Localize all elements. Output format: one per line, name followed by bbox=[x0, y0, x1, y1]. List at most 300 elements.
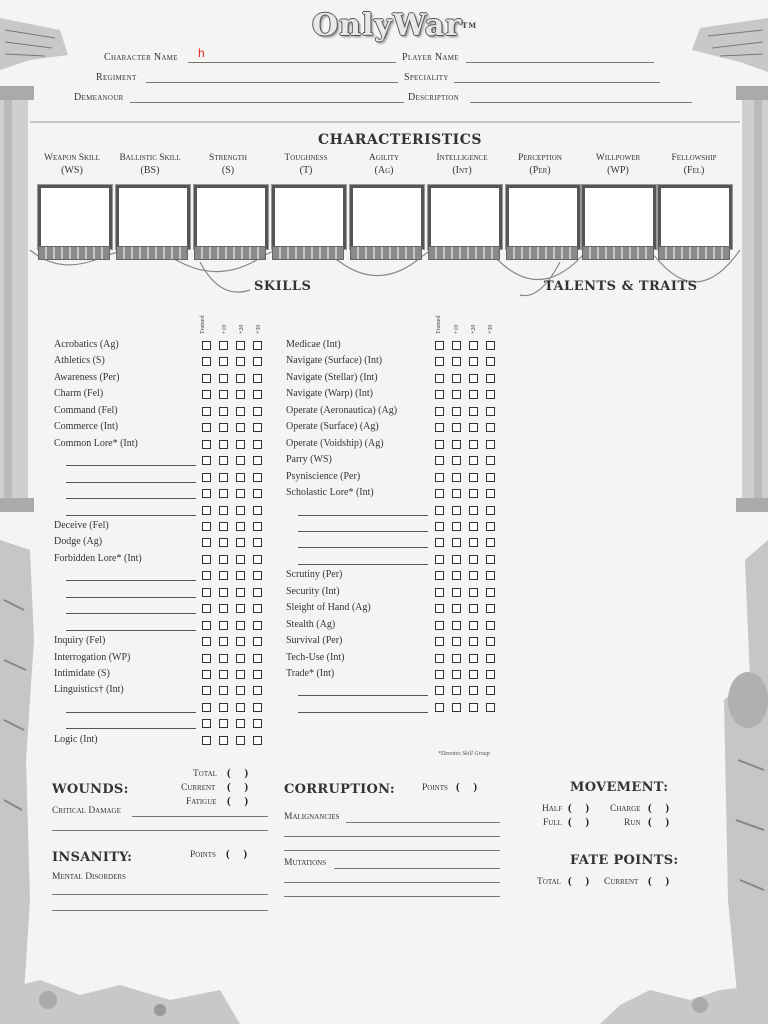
skill-advance-checkbox[interactable] bbox=[253, 637, 262, 646]
skill-specialisation-field[interactable] bbox=[66, 580, 196, 581]
skill-advance-checkbox[interactable] bbox=[469, 571, 478, 580]
skill-advance-checkbox[interactable] bbox=[253, 440, 262, 449]
skill-advance-checkbox[interactable] bbox=[253, 423, 262, 432]
skill-advance-checkbox[interactable] bbox=[202, 604, 211, 613]
skill-advance-checkbox[interactable] bbox=[219, 440, 228, 449]
skill-advance-checkbox[interactable] bbox=[452, 670, 461, 679]
skill-advance-checkbox[interactable] bbox=[202, 637, 211, 646]
skill-advance-checkbox[interactable] bbox=[202, 621, 211, 630]
skill-advance-checkbox[interactable] bbox=[219, 588, 228, 597]
skill-advance-checkbox[interactable] bbox=[435, 637, 444, 646]
skill-advance-checkbox[interactable] bbox=[253, 506, 262, 515]
skill-advance-checkbox[interactable] bbox=[469, 374, 478, 383]
skill-label: Medicae (Int) bbox=[286, 339, 341, 350]
skill-advance-checkbox[interactable] bbox=[253, 357, 262, 366]
skill-advance-checkbox[interactable] bbox=[253, 588, 262, 597]
characteristic-abbr: (WP) bbox=[607, 165, 629, 176]
skill-advance-checkbox[interactable] bbox=[469, 522, 478, 531]
skill-advance-checkbox[interactable] bbox=[452, 588, 461, 597]
demeanour-field[interactable] bbox=[130, 102, 404, 103]
skill-advance-checkbox[interactable] bbox=[486, 341, 495, 350]
characteristic-fel bbox=[656, 152, 732, 178]
skill-advance-checkbox[interactable] bbox=[202, 456, 211, 465]
characteristic-abbr: (Ag) bbox=[374, 165, 394, 176]
skill-advance-checkbox[interactable] bbox=[219, 637, 228, 646]
skill-advance-checkbox[interactable] bbox=[253, 390, 262, 399]
skill-advance-checkbox[interactable] bbox=[452, 357, 461, 366]
skill-advance-checkbox[interactable] bbox=[452, 456, 461, 465]
plinth-decoration bbox=[272, 246, 344, 260]
skill-advance-checkbox[interactable] bbox=[469, 588, 478, 597]
malignancies-field[interactable] bbox=[346, 822, 500, 823]
skill-advance-checkbox[interactable] bbox=[219, 654, 228, 663]
skill-advance-checkbox[interactable] bbox=[486, 506, 495, 515]
skill-advance-checkbox[interactable] bbox=[253, 538, 262, 547]
skill-advance-checkbox[interactable] bbox=[253, 456, 262, 465]
skill-advance-checkbox[interactable] bbox=[219, 736, 228, 745]
int-value-box[interactable] bbox=[428, 185, 502, 249]
skill-advance-checkbox[interactable] bbox=[486, 604, 495, 613]
skill-advance-checkbox[interactable] bbox=[219, 390, 228, 399]
skill-advance-checkbox[interactable] bbox=[469, 703, 478, 712]
skill-advance-checkbox[interactable] bbox=[219, 473, 228, 482]
skill-advance-checkbox[interactable] bbox=[469, 489, 478, 498]
skill-advance-checkbox[interactable] bbox=[236, 423, 245, 432]
skill-advance-checkbox[interactable] bbox=[452, 604, 461, 613]
plus20-header: +20 bbox=[239, 324, 245, 334]
skill-advance-checkbox[interactable] bbox=[452, 506, 461, 515]
skill-advance-checkbox[interactable] bbox=[486, 621, 495, 630]
skill-advance-checkbox[interactable] bbox=[219, 522, 228, 531]
skill-advance-checkbox[interactable] bbox=[435, 538, 444, 547]
skill-advance-checkbox[interactable] bbox=[202, 357, 211, 366]
skill-advance-checkbox[interactable] bbox=[236, 489, 245, 498]
skill-label: Common Lore* (Int) bbox=[54, 437, 138, 449]
skill-advance-checkbox[interactable] bbox=[452, 423, 461, 432]
skill-advance-checkbox[interactable] bbox=[469, 637, 478, 646]
skill-advance-checkbox[interactable] bbox=[469, 456, 478, 465]
skill-advance-checkbox[interactable] bbox=[486, 489, 495, 498]
skill-advance-checkbox[interactable] bbox=[452, 489, 461, 498]
skill-advance-checkbox[interactable] bbox=[452, 390, 461, 399]
character-name-field[interactable] bbox=[188, 62, 396, 63]
skill-label: Psyniscience (Per) bbox=[286, 470, 361, 482]
half-move-field[interactable]: ( ) bbox=[568, 802, 590, 814]
skill-advance-checkbox[interactable] bbox=[236, 719, 245, 728]
fate-current-field[interactable]: ( ) bbox=[648, 875, 670, 887]
skill-advance-checkbox[interactable] bbox=[236, 473, 245, 482]
skill-advance-checkbox[interactable] bbox=[486, 703, 495, 712]
skill-advance-checkbox[interactable] bbox=[486, 407, 495, 416]
skill-advance-checkbox[interactable] bbox=[253, 621, 262, 630]
skill-advance-checkbox[interactable] bbox=[202, 522, 211, 531]
skill-label: Trade* (Int) bbox=[286, 668, 335, 679]
s-value-box[interactable] bbox=[194, 185, 268, 249]
skill-advance-checkbox[interactable] bbox=[452, 686, 461, 695]
plinth-decoration bbox=[38, 246, 110, 260]
skill-label: Stealth (Ag) bbox=[286, 618, 336, 630]
skill-specialisation-field[interactable] bbox=[298, 695, 428, 696]
skill-advance-checkbox[interactable] bbox=[253, 686, 262, 695]
full-move-field[interactable]: ( ) bbox=[568, 816, 590, 828]
speciality-field[interactable] bbox=[454, 82, 660, 83]
skill-advance-checkbox[interactable] bbox=[202, 555, 211, 564]
skill-advance-checkbox[interactable] bbox=[452, 374, 461, 383]
ag-value-box[interactable] bbox=[350, 185, 424, 249]
corruption-points-field[interactable]: ( ) bbox=[456, 781, 478, 793]
skill-advance-checkbox[interactable] bbox=[435, 506, 444, 515]
skill-advance-checkbox[interactable] bbox=[469, 341, 478, 350]
skill-advance-checkbox[interactable] bbox=[202, 506, 211, 515]
skill-advance-checkbox[interactable] bbox=[452, 341, 461, 350]
skill-advance-checkbox[interactable] bbox=[202, 440, 211, 449]
skill-advance-checkbox[interactable] bbox=[253, 407, 262, 416]
skill-advance-checkbox[interactable] bbox=[236, 374, 245, 383]
wounds-total-label: Total bbox=[193, 769, 217, 779]
skill-advance-checkbox[interactable] bbox=[219, 506, 228, 515]
skill-advance-checkbox[interactable] bbox=[236, 357, 245, 366]
skill-advance-checkbox[interactable] bbox=[202, 407, 211, 416]
skill-advance-checkbox[interactable] bbox=[236, 390, 245, 399]
skill-advance-checkbox[interactable] bbox=[253, 703, 262, 712]
skill-advance-checkbox[interactable] bbox=[469, 686, 478, 695]
plus10-header: +10 bbox=[222, 324, 228, 334]
skill-label: Parry (WS) bbox=[286, 454, 332, 466]
skill-specialisation-field[interactable] bbox=[66, 597, 196, 598]
malignancies-field-2[interactable] bbox=[284, 836, 500, 837]
insanity-points-label: Points bbox=[190, 850, 216, 860]
skill-advance-checkbox[interactable] bbox=[486, 555, 495, 564]
wounds-fatigue-field[interactable]: ( ) bbox=[227, 795, 249, 807]
skill-advance-checkbox[interactable] bbox=[469, 670, 478, 679]
skill-advance-checkbox[interactable] bbox=[452, 522, 461, 531]
skill-advance-checkbox[interactable] bbox=[219, 604, 228, 613]
skill-advance-checkbox[interactable] bbox=[469, 506, 478, 515]
skill-specialisation-field[interactable] bbox=[298, 531, 428, 532]
critical-damage-field-2[interactable] bbox=[52, 830, 268, 831]
skill-advance-checkbox[interactable] bbox=[435, 407, 444, 416]
wounds-total-field[interactable]: ( ) bbox=[227, 767, 249, 779]
only-war-logo bbox=[312, 6, 478, 46]
skill-advance-checkbox[interactable] bbox=[236, 588, 245, 597]
plinth-decoration bbox=[506, 246, 578, 260]
skill-advance-checkbox[interactable] bbox=[435, 440, 444, 449]
skill-advance-checkbox[interactable] bbox=[236, 341, 245, 350]
skill-specialisation-field[interactable] bbox=[66, 630, 196, 631]
skill-label: Inquiry (Fel) bbox=[54, 635, 106, 647]
skill-advance-checkbox[interactable] bbox=[253, 736, 262, 745]
skill-advance-checkbox[interactable] bbox=[435, 571, 444, 580]
skill-advance-checkbox[interactable] bbox=[435, 489, 444, 498]
characteristic-ws bbox=[34, 152, 110, 178]
skill-advance-checkbox[interactable] bbox=[202, 686, 211, 695]
skill-advance-checkbox[interactable] bbox=[236, 571, 245, 580]
skill-advance-checkbox[interactable] bbox=[253, 522, 262, 531]
skill-advance-checkbox[interactable] bbox=[219, 357, 228, 366]
skill-specialisation-field[interactable] bbox=[298, 564, 428, 565]
fel-value-box[interactable] bbox=[658, 185, 732, 249]
trademark: TM bbox=[462, 21, 478, 30]
skill-advance-checkbox[interactable] bbox=[469, 555, 478, 564]
skill-advance-checkbox[interactable] bbox=[452, 407, 461, 416]
skill-advance-checkbox[interactable] bbox=[236, 637, 245, 646]
skill-advance-checkbox[interactable] bbox=[202, 588, 211, 597]
skill-advance-checkbox[interactable] bbox=[435, 703, 444, 712]
skill-advance-checkbox[interactable] bbox=[253, 555, 262, 564]
skill-advance-checkbox[interactable] bbox=[486, 670, 495, 679]
ws-value-box[interactable] bbox=[38, 185, 112, 249]
skill-specialisation-field[interactable] bbox=[66, 465, 196, 466]
skill-advance-checkbox[interactable] bbox=[202, 670, 211, 679]
skill-advance-checkbox[interactable] bbox=[253, 670, 262, 679]
skill-advance-checkbox[interactable] bbox=[435, 357, 444, 366]
skill-advance-checkbox[interactable] bbox=[486, 654, 495, 663]
skill-specialisation-field[interactable] bbox=[298, 547, 428, 548]
skill-specialisation-field[interactable] bbox=[66, 728, 196, 729]
skill-advance-checkbox[interactable] bbox=[435, 473, 444, 482]
skill-specialisation-field[interactable] bbox=[66, 482, 196, 483]
skill-label: Operate (Aeronautica) (Ag) bbox=[286, 404, 398, 416]
per-value-box[interactable] bbox=[506, 185, 580, 249]
skill-advance-checkbox[interactable] bbox=[435, 604, 444, 613]
characteristic-name: Fellowship bbox=[671, 153, 717, 163]
skill-label: Interrogation (WP) bbox=[54, 651, 131, 663]
skill-advance-checkbox[interactable] bbox=[435, 670, 444, 679]
skill-specialisation-field[interactable] bbox=[298, 712, 428, 713]
skill-advance-checkbox[interactable] bbox=[452, 555, 461, 564]
skill-label: Tech-Use (Int) bbox=[286, 651, 345, 663]
description-field[interactable] bbox=[470, 102, 692, 103]
skill-label: Operate (Voidship) (Ag) bbox=[286, 437, 384, 449]
characteristic-name: Willpower bbox=[595, 153, 641, 163]
fate-total-label: Total bbox=[537, 877, 561, 887]
skill-advance-checkbox[interactable] bbox=[253, 571, 262, 580]
skill-advance-checkbox[interactable] bbox=[452, 654, 461, 663]
skill-advance-checkbox[interactable] bbox=[469, 654, 478, 663]
mutations-field[interactable] bbox=[334, 868, 500, 869]
skill-advance-checkbox[interactable] bbox=[219, 341, 228, 350]
wounds-fatigue-label: Fatigue bbox=[186, 797, 217, 807]
skill-advance-checkbox[interactable] bbox=[236, 736, 245, 745]
skill-advance-checkbox[interactable] bbox=[236, 621, 245, 630]
skill-advance-checkbox[interactable] bbox=[469, 407, 478, 416]
fate-total-field[interactable]: ( ) bbox=[568, 875, 590, 887]
characteristic-name: Intelligence bbox=[436, 153, 488, 163]
skill-advance-checkbox[interactable] bbox=[219, 555, 228, 564]
skill-advance-checkbox[interactable] bbox=[219, 538, 228, 547]
skill-advance-checkbox[interactable] bbox=[452, 440, 461, 449]
skill-label: Survival (Per) bbox=[286, 635, 343, 647]
skill-advance-checkbox[interactable] bbox=[486, 588, 495, 597]
skill-advance-checkbox[interactable] bbox=[253, 604, 262, 613]
skill-advance-checkbox[interactable] bbox=[469, 621, 478, 630]
skill-advance-checkbox[interactable] bbox=[219, 719, 228, 728]
skill-advance-checkbox[interactable] bbox=[486, 357, 495, 366]
fate-points-title: FATE POINTS: bbox=[570, 853, 679, 868]
skill-advance-checkbox[interactable] bbox=[452, 473, 461, 482]
skill-advance-checkbox[interactable] bbox=[435, 621, 444, 630]
mental-disorders-field[interactable] bbox=[52, 894, 268, 895]
skill-advance-checkbox[interactable] bbox=[236, 440, 245, 449]
characteristic-s bbox=[190, 152, 266, 178]
skill-advance-checkbox[interactable] bbox=[486, 456, 495, 465]
plinth-decoration bbox=[116, 246, 188, 260]
skill-advance-checkbox[interactable] bbox=[219, 670, 228, 679]
characteristic-abbr: (BS) bbox=[140, 165, 160, 176]
skill-advance-checkbox[interactable] bbox=[486, 538, 495, 547]
skill-advance-checkbox[interactable] bbox=[486, 637, 495, 646]
skill-advance-checkbox[interactable] bbox=[469, 473, 478, 482]
mutations-field-3[interactable] bbox=[284, 896, 500, 897]
skill-advance-checkbox[interactable] bbox=[236, 686, 245, 695]
skill-advance-checkbox[interactable] bbox=[219, 423, 228, 432]
skill-advance-checkbox[interactable] bbox=[435, 423, 444, 432]
skill-advance-checkbox[interactable] bbox=[435, 522, 444, 531]
critical-damage-field[interactable] bbox=[132, 816, 268, 817]
skill-advance-checkbox[interactable] bbox=[253, 654, 262, 663]
skill-advance-checkbox[interactable] bbox=[202, 423, 211, 432]
skill-advance-checkbox[interactable] bbox=[253, 374, 262, 383]
skill-advance-checkbox[interactable] bbox=[486, 374, 495, 383]
skill-specialisation-field[interactable] bbox=[298, 515, 428, 516]
skill-advance-checkbox[interactable] bbox=[236, 703, 245, 712]
skill-advance-checkbox[interactable] bbox=[202, 719, 211, 728]
characteristic-abbr: (Fel) bbox=[683, 165, 705, 176]
mental-disorders-field-2[interactable] bbox=[52, 910, 268, 911]
skill-advance-checkbox[interactable] bbox=[219, 456, 228, 465]
player-name-label: Player Name bbox=[402, 52, 459, 63]
skill-advance-checkbox[interactable] bbox=[469, 423, 478, 432]
regiment-field[interactable] bbox=[146, 82, 398, 83]
skill-advance-checkbox[interactable] bbox=[486, 686, 495, 695]
skill-advance-checkbox[interactable] bbox=[202, 538, 211, 547]
skill-advance-checkbox[interactable] bbox=[469, 440, 478, 449]
skill-advance-checkbox[interactable] bbox=[486, 473, 495, 482]
skill-label: Logic (Int) bbox=[54, 733, 98, 745]
skill-advance-checkbox[interactable] bbox=[435, 456, 444, 465]
skill-advance-checkbox[interactable] bbox=[202, 390, 211, 399]
mutations-field-2[interactable] bbox=[284, 882, 500, 883]
skill-label: Linguistics† (Int) bbox=[54, 684, 124, 696]
skill-advance-checkbox[interactable] bbox=[435, 341, 444, 350]
skill-advance-checkbox[interactable] bbox=[236, 538, 245, 547]
skill-advance-checkbox[interactable] bbox=[219, 571, 228, 580]
skill-advance-checkbox[interactable] bbox=[435, 588, 444, 597]
skill-specialisation-field[interactable] bbox=[66, 515, 196, 516]
plus20-header: +20 bbox=[471, 324, 477, 334]
plinth-decoration bbox=[658, 246, 730, 260]
skill-advance-checkbox[interactable] bbox=[469, 604, 478, 613]
description-label: Description bbox=[408, 92, 459, 103]
skill-group-footnote: *Denotes Skill Group bbox=[438, 751, 490, 757]
skill-advance-checkbox[interactable] bbox=[236, 654, 245, 663]
skill-advance-checkbox[interactable] bbox=[236, 456, 245, 465]
skill-advance-checkbox[interactable] bbox=[452, 621, 461, 630]
skill-advance-checkbox[interactable] bbox=[452, 571, 461, 580]
skill-advance-checkbox[interactable] bbox=[219, 621, 228, 630]
skill-advance-checkbox[interactable] bbox=[202, 654, 211, 663]
skill-advance-checkbox[interactable] bbox=[435, 686, 444, 695]
bs-value-box[interactable] bbox=[116, 185, 190, 249]
skill-advance-checkbox[interactable] bbox=[202, 736, 211, 745]
skill-advance-checkbox[interactable] bbox=[202, 473, 211, 482]
skill-advance-checkbox[interactable] bbox=[469, 357, 478, 366]
skill-advance-checkbox[interactable] bbox=[202, 341, 211, 350]
skill-advance-checkbox[interactable] bbox=[486, 571, 495, 580]
skill-advance-checkbox[interactable] bbox=[202, 374, 211, 383]
plus30-header: +30 bbox=[256, 324, 262, 334]
skill-label: Navigate (Warp) (Int) bbox=[286, 388, 373, 400]
skill-advance-checkbox[interactable] bbox=[452, 703, 461, 712]
skill-advance-checkbox[interactable] bbox=[253, 473, 262, 482]
skill-advance-checkbox[interactable] bbox=[253, 341, 262, 350]
wounds-title: WOUNDS: bbox=[52, 782, 129, 797]
skill-advance-checkbox[interactable] bbox=[253, 489, 262, 498]
skill-advance-checkbox[interactable] bbox=[219, 703, 228, 712]
skill-advance-checkbox[interactable] bbox=[452, 637, 461, 646]
charge-move-field[interactable]: ( ) bbox=[648, 802, 670, 814]
wounds-current-field[interactable]: ( ) bbox=[227, 781, 249, 793]
skill-specialisation-field[interactable] bbox=[66, 712, 196, 713]
skill-advance-checkbox[interactable] bbox=[253, 719, 262, 728]
skill-advance-checkbox[interactable] bbox=[236, 522, 245, 531]
skill-advance-checkbox[interactable] bbox=[486, 423, 495, 432]
malignancies-field-3[interactable] bbox=[284, 850, 500, 851]
insanity-title: INSANITY: bbox=[52, 850, 133, 865]
player-name-field[interactable] bbox=[466, 62, 654, 63]
skill-advance-checkbox[interactable] bbox=[219, 374, 228, 383]
skill-advance-checkbox[interactable] bbox=[486, 390, 495, 399]
skill-advance-checkbox[interactable] bbox=[219, 407, 228, 416]
skill-advance-checkbox[interactable] bbox=[202, 489, 211, 498]
trained-header: Trained bbox=[436, 315, 442, 334]
characteristic-wp bbox=[580, 152, 656, 178]
skill-advance-checkbox[interactable] bbox=[236, 407, 245, 416]
skill-advance-checkbox[interactable] bbox=[236, 604, 245, 613]
insanity-points-field[interactable]: ( ) bbox=[226, 848, 248, 860]
skill-advance-checkbox[interactable] bbox=[435, 555, 444, 564]
skill-advance-checkbox[interactable] bbox=[435, 654, 444, 663]
wounds-current-label: Current bbox=[181, 783, 216, 793]
mutations-label: Mutations bbox=[284, 858, 327, 868]
skill-specialisation-field[interactable] bbox=[66, 613, 196, 614]
skill-advance-checkbox[interactable] bbox=[219, 489, 228, 498]
skill-advance-checkbox[interactable] bbox=[236, 670, 245, 679]
skill-advance-checkbox[interactable] bbox=[452, 538, 461, 547]
skill-advance-checkbox[interactable] bbox=[435, 374, 444, 383]
skill-advance-checkbox[interactable] bbox=[486, 440, 495, 449]
skill-advance-checkbox[interactable] bbox=[469, 538, 478, 547]
characteristic-name: Ballistic Skill bbox=[119, 153, 181, 163]
skill-advance-checkbox[interactable] bbox=[236, 555, 245, 564]
skill-label: Charm (Fel) bbox=[54, 388, 104, 400]
skill-advance-checkbox[interactable] bbox=[202, 571, 211, 580]
skill-advance-checkbox[interactable] bbox=[486, 522, 495, 531]
skill-advance-checkbox[interactable] bbox=[202, 703, 211, 712]
skill-label: Security (Int) bbox=[286, 585, 340, 597]
wp-value-box[interactable] bbox=[582, 185, 656, 249]
t-value-box[interactable] bbox=[272, 185, 346, 249]
skill-advance-checkbox[interactable] bbox=[219, 686, 228, 695]
skill-advance-checkbox[interactable] bbox=[236, 506, 245, 515]
skill-specialisation-field[interactable] bbox=[66, 498, 196, 499]
skill-advance-checkbox[interactable] bbox=[435, 390, 444, 399]
skill-label: Navigate (Surface) (Int) bbox=[286, 355, 383, 367]
skill-advance-checkbox[interactable] bbox=[469, 390, 478, 399]
plinth-decoration bbox=[350, 246, 422, 260]
run-move-field[interactable]: ( ) bbox=[648, 816, 670, 828]
critical-damage-label: Critical Damage bbox=[52, 806, 121, 816]
